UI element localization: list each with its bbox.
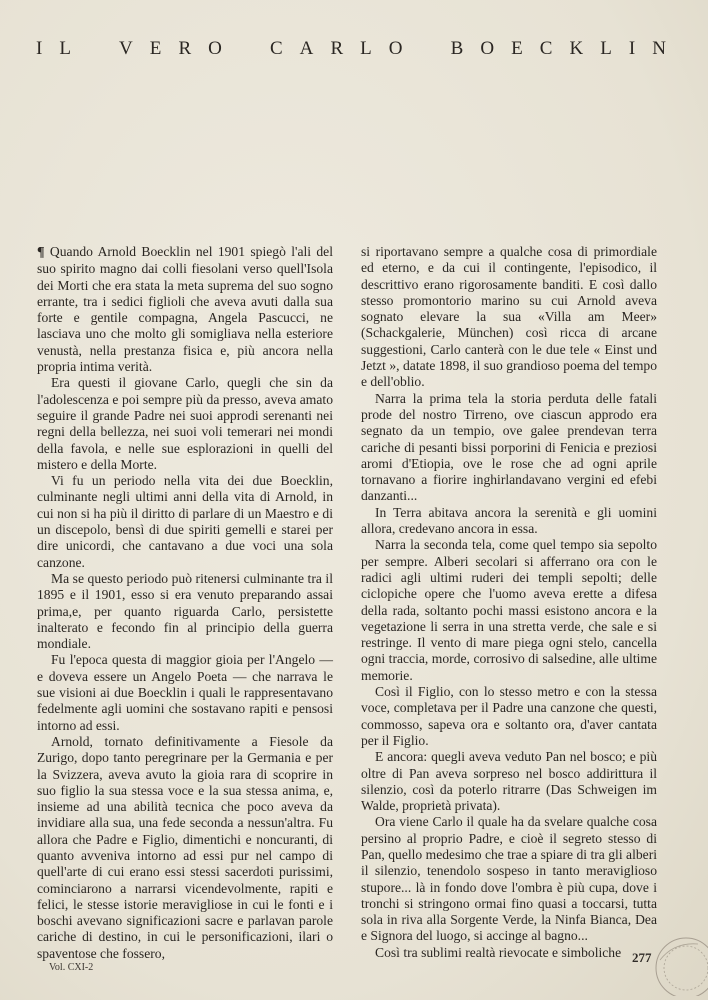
title-letter: K xyxy=(569,38,584,59)
title-letter: L xyxy=(360,38,372,59)
title-letter: N xyxy=(652,38,666,59)
paragraph: Così tra sublimi realtà rievocate e simboliche xyxy=(375,944,622,960)
title-letter: L xyxy=(600,38,612,59)
title-letter: O xyxy=(208,38,222,59)
paragraph: Narra la prima tela la storia perduta delle fatali prode del nostro Tirreno, ove ciascun approdo era segnato da un tempio, ove galee prendevan terra cariche di pesanti bissi porporini di Fenicia e preziosi aromi d'Etiopia, ove le rose che ad ogni aprile tornavano a fiorire inghirlandavano vergini ed efebi danzanti... xyxy=(361,390,657,504)
title-letter: E xyxy=(149,38,162,59)
running-title xyxy=(36,38,666,66)
library-stamp-icon xyxy=(646,930,708,996)
paragraph: Ma se questo periodo può ritenersi culminante tra il 1895 e il 1901, esso si era venuto preparando assai prima,e, per quanto riguarda Carlo, persistette inalterato e fecondo fin al principio della guerra mondiale. xyxy=(37,570,333,652)
paragraph-text: Quando Arnold Boecklin nel 1901 spiegò l'ali del suo spirito magno dai colli fiesolani verso quell'Isola dei Morti che era stata la meta suprema del suo sogno errante, tra i sedici figlioli che aveva avuti dalla sua forte e gentile compagna, Angela Pascucci, ne lasciava uno che molto gli somigliava nella esteriore venustà, nella prestanza fisica e, più ancora nella propria intima verità. xyxy=(37,244,333,375)
paragraph: E ancora: quegli aveva veduto Pan nel bosco; e più oltre di Pan aveva sorpreso nel bosco addirittura il silenzio, così da poterlo ritrarre (Das Schweigen im Walde, proprietà privata). xyxy=(361,749,657,814)
left-column xyxy=(37,244,333,962)
title-letter: V xyxy=(119,38,133,59)
word-gap xyxy=(88,38,102,66)
title-letter: O xyxy=(388,38,403,59)
title-letter: E xyxy=(511,38,523,59)
paragraph: Fu l'epoca questa di maggior gioia per l'Angelo — e doveva essere un Angelo Poeta — che narrava le sue visioni ai due Boecklin i quali le rappresentavano fedelmente agli uomini che sostavano rapiti e pensosi intorno ad essi. xyxy=(37,652,333,733)
paragraph: In Terra abitava ancora la serenità e gli uomini allora, credevano ancora in essa. xyxy=(361,504,657,537)
paragraph: Vi fu un periodo nella vita dei due Boecklin, culminante negli ultimi anni della vita di Arnold, in cui non si ha più il diritto di parlare di un Maestro e di un discepolo, bensì di due spiriti gemelli e starei per dire unicordi, che cantavano a due voci una sola canzone. xyxy=(37,473,333,570)
title-letter: L xyxy=(59,38,71,59)
title-letter: I xyxy=(628,38,636,59)
title-letter: A xyxy=(299,38,314,59)
title-letter: I xyxy=(36,38,43,59)
title-letter: R xyxy=(178,38,192,59)
word-gap xyxy=(420,38,434,66)
volume-label: Vol. CXI-2 xyxy=(49,962,94,973)
paragraph: Ora viene Carlo il quale ha da svelare qualche cosa persino al proprio Padre, e cioè il segreto stesso di Pan, quello medesimo che trae a spiare di tra gli alberi il silenzio, tenendolo sospeso in tanto meraviglioso stupore... là in fondo dove l'ombra è più cupa, dove i tronchi si stringono ormai fino quasi a toccarsi, tutta sola in riva alla Sorgente Verde, la Ninfa Bianca, Dea e Signora del luogo, si accinge al bagno... xyxy=(361,814,657,944)
title-letter: C xyxy=(269,38,283,59)
title-letter: R xyxy=(330,38,344,59)
word-gap xyxy=(239,38,253,66)
paragraph: Era questi il giovane Carlo, quegli che sin da l'adolescenza e poi sempre più da presso, aveva amato seguire il grande Padre nei suoi approdi serenanti nei regni della bellezza, nei suoi voli temerari nei mondi della favola, e nelle sue esplorazioni in quelli del mistero e della Morte. xyxy=(37,375,333,472)
paragraph: si riportavano sempre a qualche cosa di primordiale ed eterno, e da cui il contingente, l'episodico, il descrittivo erano rigorosamente banditi. E così dallo stesso promontorio marino su cui Arnold aveva sognato elevare la sua «Villa am Meer» (Schackgalerie, München) così ricca di arcane suggestioni, Carlo canterà con le due tele « Einst und Jetzt », datate 1898, il suo grandioso poema del tempo e dell'oblio. xyxy=(361,244,657,390)
paragraph: Narra la seconda tela, come quel tempo sia sepolto per sempre. Alberi secolari si afferrano ora con le radici agli ultimi ruderi dei templi sepolti; delle ciclopiche opere che l'uomo aveva erette a difesa della rada, soltanto pochi massi esistono ancora e la vegetazione li serra in una stretta verde, che sale e si restringe. Il vento di mare piega ogni stelo, cancella ogni traccia, morde, corrosivo di salsedine, alle ultime memorie. xyxy=(361,537,657,683)
title-letter: B xyxy=(450,38,464,59)
page-number: 277 xyxy=(632,950,652,965)
paragraph: Così il Figlio, con lo stesso metro e con la stessa voce, completava per il Padre una canzone che questi, commosso, sapeva ora e soltanto ora, d'aver cantata per il Figlio. xyxy=(361,684,657,748)
paragraph: Arnold, tornato definitivamente a Fiesole da Zurigo, dopo tanto peregrinare per la Germania e per la Svizzera, aveva avuto la gioia rara di scoprire in suo figlio la sua stessa voce e la sua stessa anima, e, insieme ad una abilità tecnica che poco aveva da invidiare alla sua, una fede seconda a nessun'altra. Fu allora che Padre e Figlio, dimentichi e noncuranti, di quanto avveniva intorno ad essi pur nel campo di quell'arte di cui erano essi stessi sacerdoti purissimi, cominciarono a narrarsi vicendevolmente, rapiti e felici, le stesse istorie meravigliose in cui le fonti e i boschi avevano significazioni sacre e parlavan parole cariche di destino, in cui le personificazioni, ilari o spaventose che fossero, xyxy=(37,733,333,961)
title-letter: O xyxy=(480,38,495,59)
paragraph xyxy=(37,244,333,375)
paragraph-mark-icon: ¶ xyxy=(37,245,45,260)
title-letter: C xyxy=(539,38,553,59)
right-column xyxy=(361,244,657,961)
